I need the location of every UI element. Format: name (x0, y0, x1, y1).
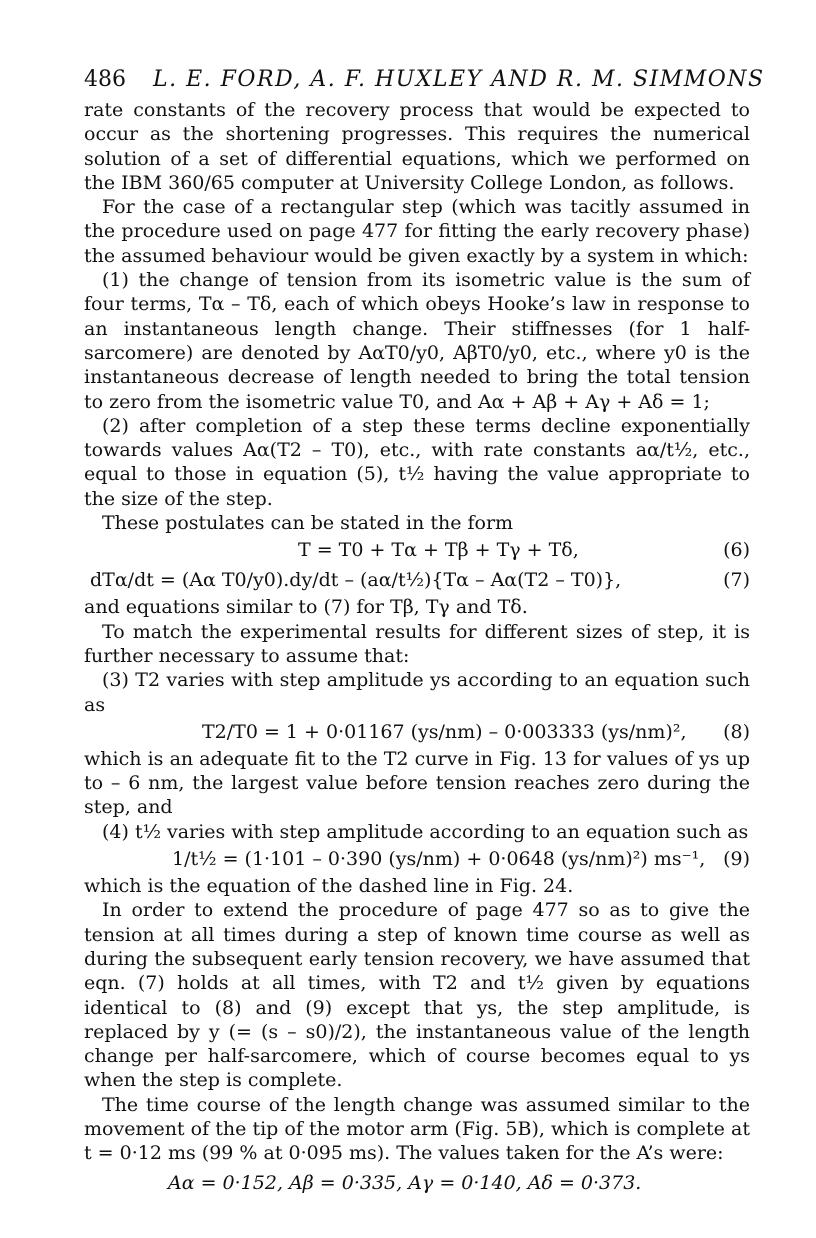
paragraph: The time course of the length change was assumed similar to the movement of the tip of the motor arm (Fig. 5B), which is complete at t = 0·12 ms (99 % at 0·095 ms). The values taken for the A’s were: (84, 1093, 750, 1165)
equation-6 (84, 535, 750, 565)
equation-number: (8) (723, 720, 750, 743)
paragraph: In order to extend the procedure of page 477 so as to give the tension at all times during a step of known time course as well as during the subsequent early tension recovery, we have assumed that eqn. (7) holds at all times, with T2 and t½ given by equations identical to (8) and (9) except that ys, the step amplitude, is replaced by y (= (s – s0)/2), the instantaneous value of the length change per half-sarcomere, which of course becomes equal to ys when the step is complete. (84, 899, 750, 1092)
paragraph: which is an adequate fit to the T2 curve in Fig. 13 for values of ys up to – 6 nm, the largest value before tension reaches zero during the step, and (84, 747, 750, 819)
equation-body: dTα/dt = (Aα T0/y0).dy/dt – (aα/t½){Tα – Aα(T2 – T0)}, (90, 569, 622, 592)
running-header (84, 66, 765, 94)
equation-number: (6) (723, 539, 750, 562)
a-values-line (84, 1166, 750, 1200)
equation-number: (9) (723, 848, 750, 871)
paragraph: rate constants of the recovery process that would be expected to occur as the shortening progresses. This requires the numerical solution of a set of differential equations, which we performed on the IBM 360/65 computer at University College London, as follows. (84, 99, 750, 194)
running-head-authors: L. E. FORD, A. F. HUXLEY AND R. M. SIMMONS (153, 67, 765, 92)
page-number: 486 (84, 67, 126, 92)
paragraph: For the case of a rectangular step (which was tacitly assumed in the procedure used on page 477 for fitting the early recovery phase) the assumed behaviour would be given exactly by a system in which: (84, 196, 750, 267)
paragraph: which is the equation of the dashed line in Fig. 24. (84, 875, 574, 898)
equation-9 (84, 844, 750, 874)
equation-body: T = T0 + Tα + Tβ + Tγ + Tδ, (298, 539, 579, 562)
postulate-1: (1) the change of tension from its isometric value is the sum of four terms, Tα – Tδ, each of which obeys Hooke’s law in response to an instantaneous length change. Their stiffnesses (for 1 half-sarcomere) are denoted by AαT0/y0, AβT0/y0, etc., where y0 is the instantaneous decrease of length needed to bring the total tension to zero from the isometric value T0, and Aα + Aβ + Aγ + Aδ = 1; (84, 269, 750, 413)
equation-number: (7) (723, 569, 750, 592)
postulate-2: (2) after completion of a step these terms decline exponentially towards values Aα(T2 – T0), etc., with rate constants aα/t½, etc., equal to those in equation (5), t½ having the value appropriate to the size of the step. (84, 414, 750, 510)
equation-8 (84, 717, 750, 747)
postulate-4: (4) t½ varies with step amplitude according to an equation such as (102, 820, 749, 843)
paragraph: These postulates can be stated in the form (102, 512, 514, 535)
equation-7 (84, 565, 750, 595)
postulate-3: (3) T2 varies with step amplitude ys according to an equation such as (84, 669, 750, 716)
equation-body: T2/T0 = 1 + 0·01167 (ys/nm) – 0·003333 (ys/nm)², (202, 720, 687, 743)
a-values: Aα = 0·152, Aβ = 0·335, Aγ = 0·140, Aδ = 0·373. (168, 1171, 642, 1194)
paragraph: To match the experimental results for different sizes of step, it is further necessary to assume that: (84, 620, 750, 667)
equation-body: 1/t½ = (1·101 – 0·390 (ys/nm) + 0·0648 (ys/nm)²) ms⁻¹, (172, 848, 706, 871)
paper-page (84, 66, 765, 1200)
paragraph: and equations similar to (7) for Tβ, Tγ and Tδ. (84, 596, 528, 619)
